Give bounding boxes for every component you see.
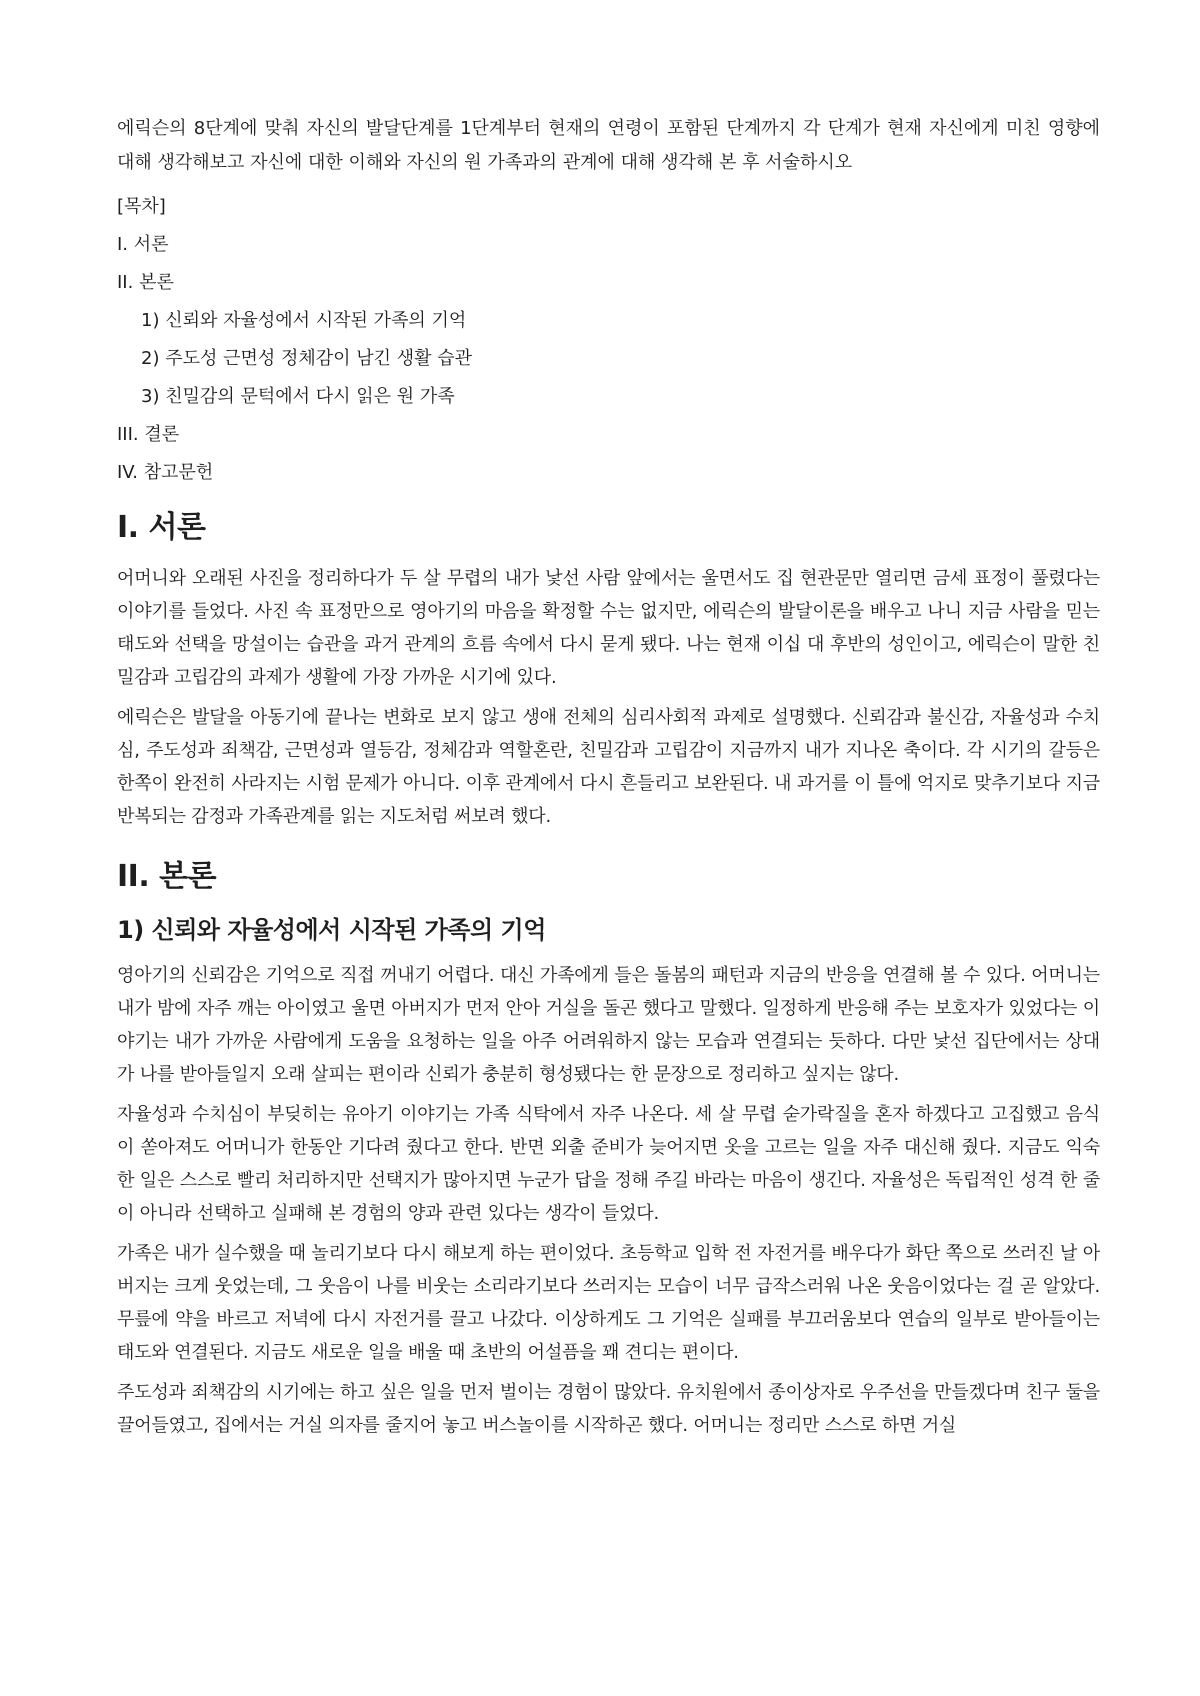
- table-of-contents: [117, 188, 1100, 492]
- toc-item: II. 본론: [117, 272, 174, 293]
- paragraph: 자율성과 수치심이 부딪히는 유아기 이야기는 가족 식탁에서 자주 나온다. 세 살 무렵 숟가락질을 혼자 하겠다고 고집했고 음식이 쏟아져도 어머니가 한동안 기다려 줬다고 한다. 반면 외출 준비가 늦어지면 옷을 고르는 일을 자주 대신해 줬다. 지금도 익숙한 일은 스스로 빨리 처리하지만 선택지가 많아지면 누군가 답을 정해 주길 바라는 마음이 생긴다. 자율성은 독립적인 성격 한 줄이 아니라 선택하고 실패해 본 경험의 양과 관련 있다는 생각이 들었다.: [117, 1104, 1100, 1224]
- toc-item: IV. 참고문헌: [117, 462, 214, 483]
- toc-item: 2) 주도성 근면성 정체감이 남긴 생활 습관: [141, 348, 473, 369]
- subsection-heading: 1) 신뢰와 자율성에서 시작된 가족의 기억: [117, 916, 546, 944]
- paragraph: 에릭슨은 발달을 아동기에 끝나는 변화로 보지 않고 생애 전체의 심리사회적 과제로 설명했다. 신뢰감과 불신감, 자율성과 수치심, 주도성과 죄책감, 근면성과 열등감, 정체감과 역할혼란, 친밀감과 고립감이 지금까지 내가 지나온 축이다. 각 시기의 갈등은 한쪽이 완전히 사라지는 시험 문제가 아니다. 이후 관계에서 다시 흔들리고 보완된다. 내 과거를 이 틀에 억지로 맞추기보다 지금 반복되는 감정과 가족관계를 읽는 지도처럼 써보려 했다.: [117, 707, 1100, 827]
- toc-title: [목차]: [117, 196, 166, 217]
- paragraph: 주도성과 죄책감의 시기에는 하고 싶은 일을 먼저 벌이는 경험이 많았다. 유치원에서 종이상자로 우주선을 만들겠다며 친구 둘을 끌어들였고, 집에서는 거실 의자를 줄지어 놓고 버스놀이를 시작하곤 했다. 어머니는 정리만 스스로 하면 거실: [117, 1382, 1100, 1436]
- section-heading: II. 본론: [117, 859, 217, 894]
- assignment-prompt: 에릭슨의 8단계에 맞춰 자신의 발달단계를 1단계부터 현재의 연령이 포함된 단계까지 각 단계가 현재 자신에게 미친 영향에 대해 생각해보고 자신에 대한 이해와 자신의 원 가족과의 관계에 대해 생각해 본 후 서술하시오: [117, 118, 1100, 173]
- paragraph: 어머니와 오래된 사진을 정리하다가 두 살 무렵의 내가 낯선 사람 앞에서는 울면서도 집 현관문만 열리면 금세 표정이 풀렸다는 이야기를 들었다. 사진 속 표정만으로 영아기의 마음을 확정할 수는 없지만, 에릭슨의 발달이론을 배우고 나니 지금 사람을 믿는 태도와 선택을 망설이는 습관을 과거 관계의 흐름 속에서 다시 묻게 됐다. 나는 현재 이십 대 후반의 성인이고, 에릭슨이 말한 친밀감과 고립감의 과제가 생활에 가장 가까운 시기에 있다.: [117, 568, 1100, 688]
- toc-item: III. 결론: [117, 424, 180, 445]
- toc-item: 1) 신뢰와 자율성에서 시작된 가족의 기억: [141, 310, 467, 331]
- body-section: [117, 855, 1100, 1442]
- intro-section: [117, 506, 1100, 833]
- section-heading: I. 서론: [117, 510, 206, 545]
- paragraph: 가족은 내가 실수했을 때 놀리기보다 다시 해보게 하는 편이었다. 초등학교 입학 전 자전거를 배우다가 화단 쪽으로 쓰러진 날 아버지는 크게 웃었는데, 그 웃음이 나를 비웃는 소리라기보다 쓰러지는 모습이 너무 급작스러워 나온 웃음이었다는 걸 곧 알았다. 무릎에 약을 바르고 저녁에 다시 자전거를 끌고 나갔다. 이상하게도 그 기억은 실패를 부끄러움보다 연습의 일부로 받아들이는 태도와 연결된다. 지금도 새로운 일을 배울 때 초반의 어설픔을 꽤 견디는 편이다.: [117, 1243, 1100, 1363]
- toc-item: 3) 친밀감의 문턱에서 다시 읽은 원 가족: [141, 386, 455, 407]
- paragraph: 영아기의 신뢰감은 기억으로 직접 꺼내기 어렵다. 대신 가족에게 들은 돌봄의 패턴과 지금의 반응을 연결해 볼 수 있다. 어머니는 내가 밤에 자주 깨는 아이였고 울면 아버지가 먼저 안아 거실을 돌곤 했다고 말했다. 일정하게 반응해 주는 보호자가 있었다는 이야기는 내가 가까운 사람에게 도움을 요청하는 일을 아주 어려워하지 않는 모습과 연결되는 듯하다. 다만 낯선 집단에서는 상대가 나를 받아들일지 오래 살피는 편이라 신뢰가 충분히 형성됐다는 한 문장으로 정리하고 싶지는 않다.: [117, 965, 1100, 1085]
- toc-item: I. 서론: [117, 234, 169, 255]
